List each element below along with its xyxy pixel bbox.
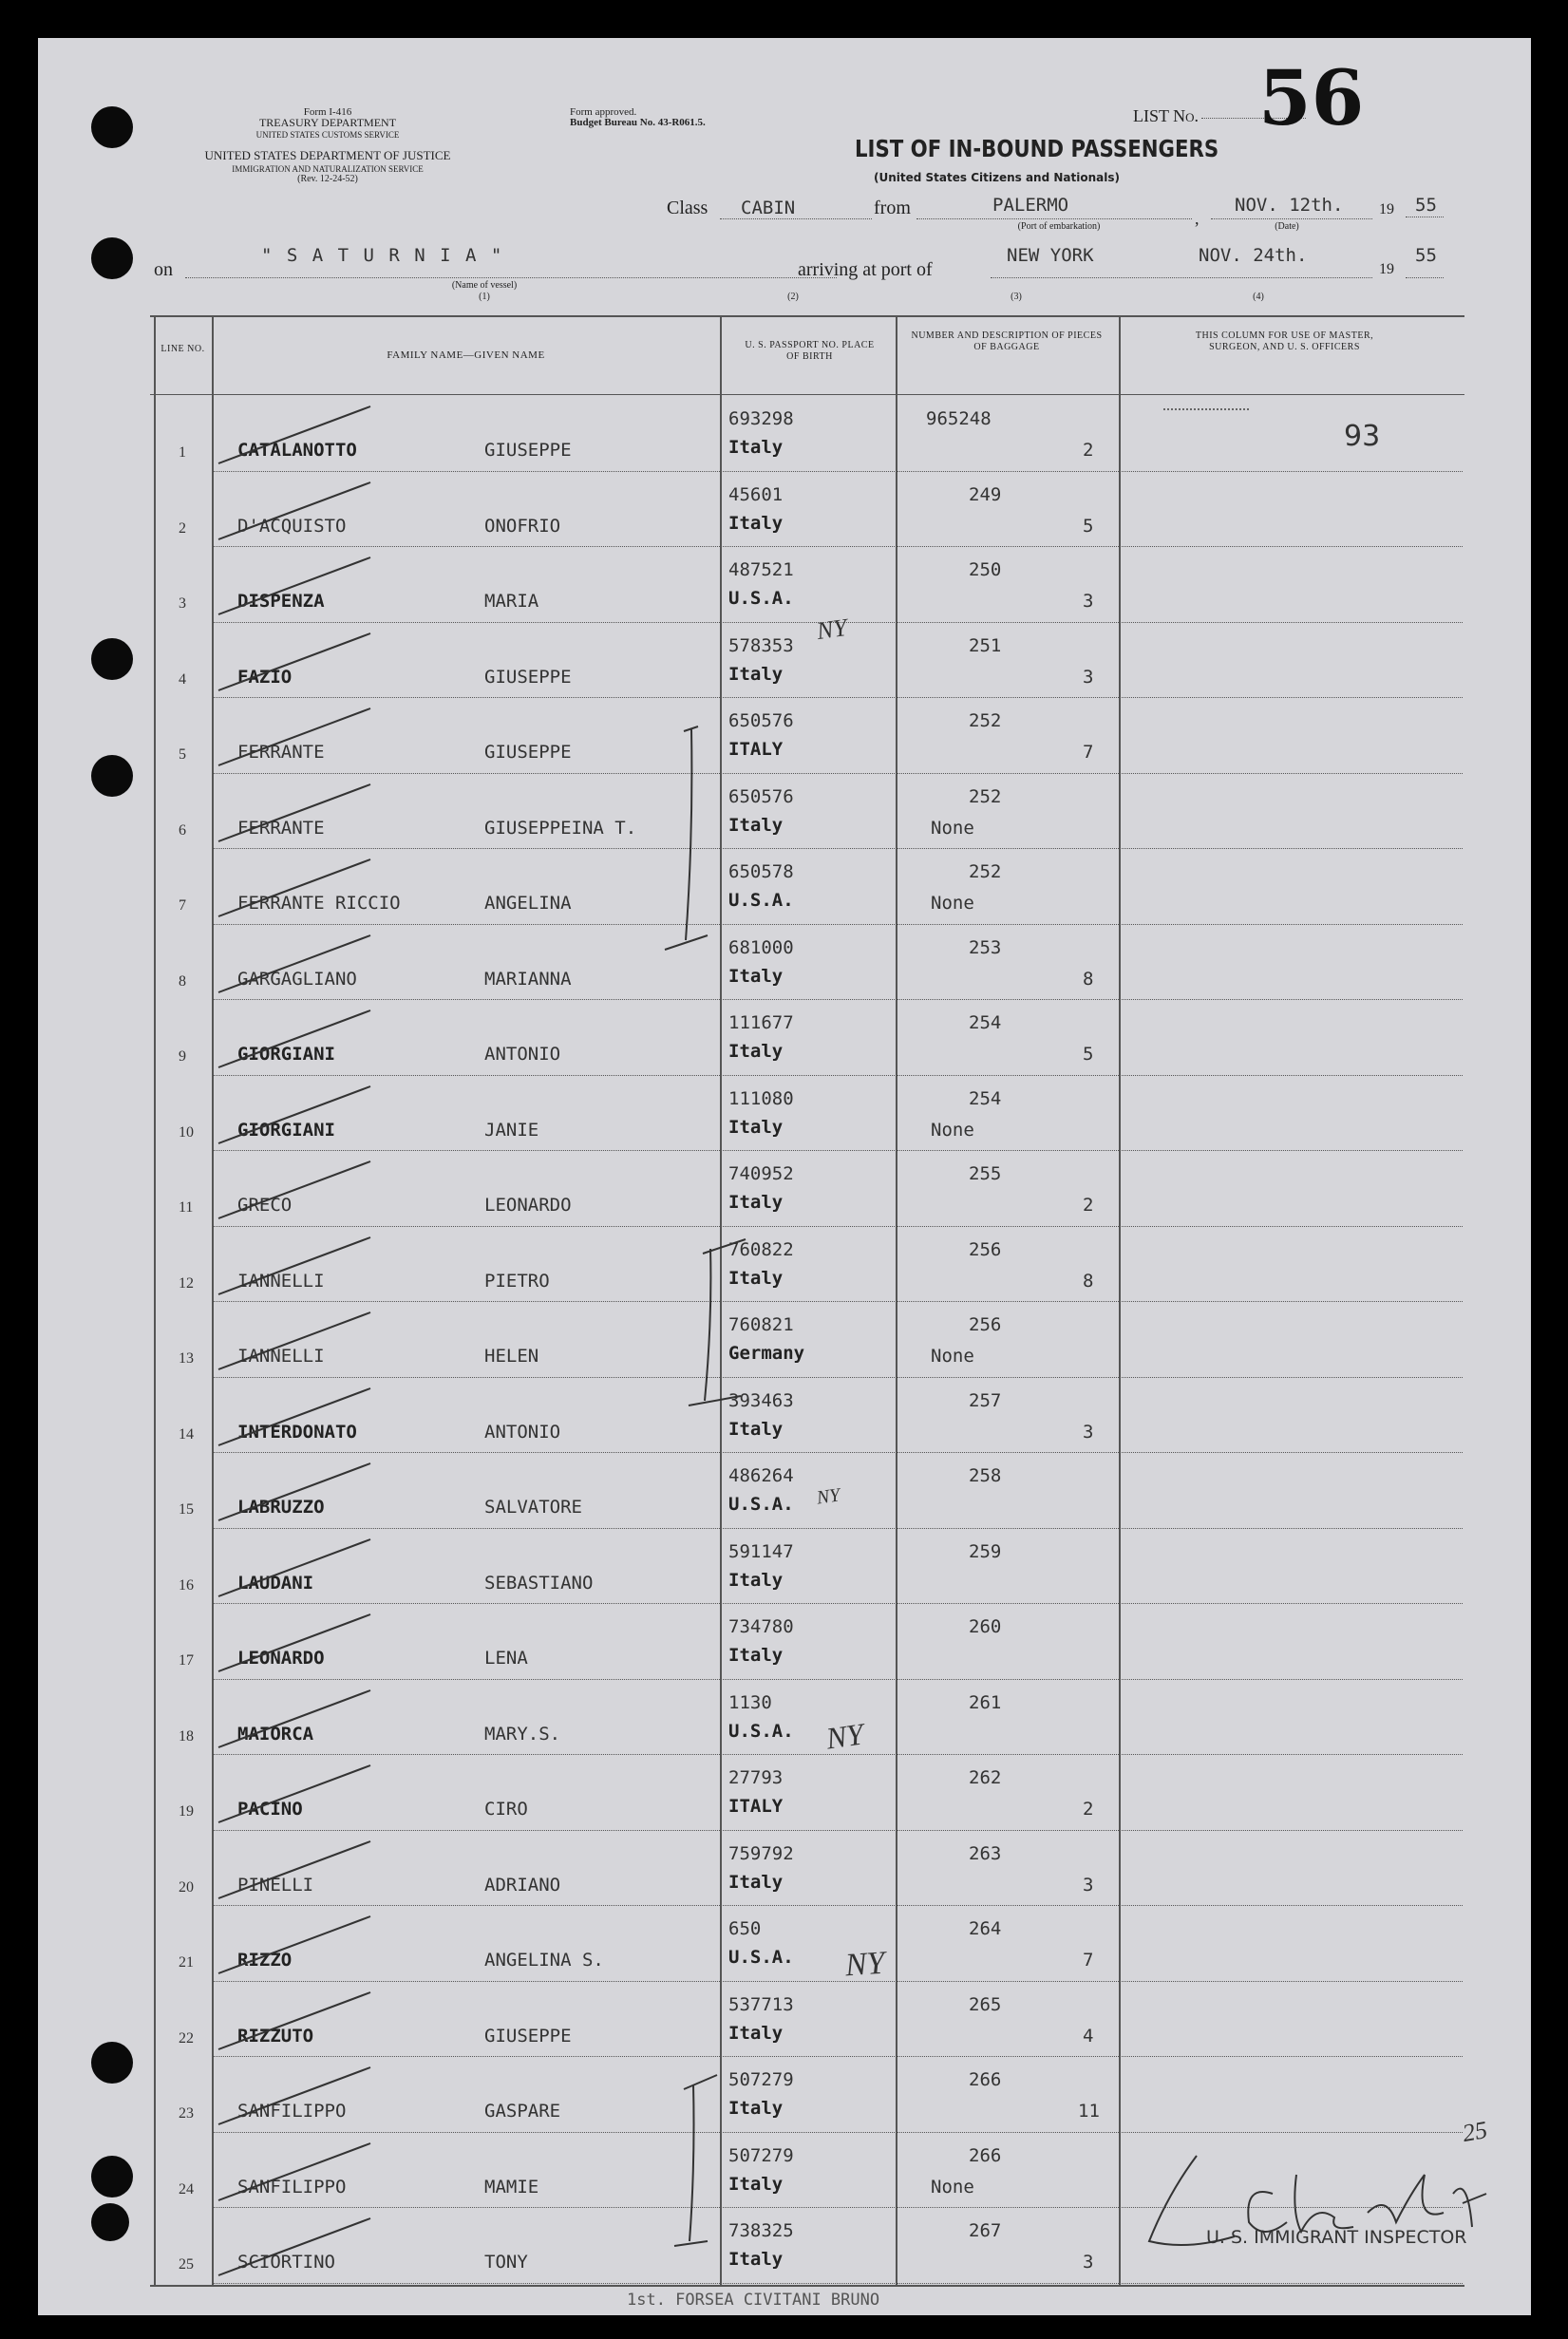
- line-number: 13: [179, 1350, 194, 1367]
- place-of-birth: Italy: [728, 1569, 784, 1591]
- family-name: PINELLI: [237, 1874, 314, 1896]
- list-label: LIST No.: [1133, 106, 1200, 125]
- place-of-birth: Italy: [728, 2098, 784, 2119]
- line-number: 2: [179, 519, 186, 537]
- ins-service: IMMIGRATION AND NATURALIZATION SERVICE: [232, 164, 424, 174]
- punch-hole: [91, 106, 133, 148]
- baggage-tag: 265: [969, 1993, 1002, 2015]
- family-name: DISPENZA: [237, 591, 325, 612]
- passport-number: 507279: [728, 2069, 794, 2090]
- check-mark-icon: [209, 704, 380, 770]
- baggage-tag: 249: [969, 483, 1002, 505]
- place-of-birth: Germany: [728, 1343, 805, 1364]
- given-name: GIUSEPPE: [484, 666, 572, 688]
- baggage-pieces: 3: [1083, 1421, 1094, 1443]
- baggage-tag: 258: [969, 1465, 1002, 1486]
- passport-number: 740952: [728, 1163, 794, 1184]
- row-dotted-line: [214, 1452, 1463, 1453]
- passport-number: 486264: [728, 1465, 794, 1486]
- given-name: MARIA: [484, 591, 539, 612]
- check-mark-icon: [209, 2139, 380, 2205]
- baggage-pieces: None: [931, 893, 974, 914]
- baggage-tag: 965248: [926, 408, 992, 429]
- comma: ,: [1195, 209, 1200, 228]
- passport-number: 760821: [728, 1314, 794, 1335]
- line-number: 14: [179, 1425, 194, 1443]
- given-name: ANTONIO: [484, 1044, 561, 1065]
- baggage-pieces: 3: [1083, 1874, 1094, 1896]
- place-of-birth: Italy: [728, 2022, 784, 2044]
- officer-mark: [1163, 408, 1249, 410]
- row-dotted-line: [214, 471, 1463, 472]
- passport-number: 693298: [728, 408, 794, 429]
- row-dotted-line: [214, 1981, 1463, 1982]
- row-dotted-line: [214, 2056, 1463, 2057]
- family-name: SANFILIPPO: [237, 2101, 347, 2122]
- line-number: 5: [179, 746, 186, 763]
- line-number: 6: [179, 821, 186, 839]
- line-number: 8: [179, 972, 186, 990]
- punch-hole: [91, 638, 133, 680]
- place-of-birth: Italy: [728, 1192, 784, 1213]
- line-number: 16: [179, 1576, 194, 1594]
- baggage-pieces: None: [931, 1346, 974, 1367]
- given-name: MAMIE: [484, 2176, 539, 2198]
- baggage-pieces: 2: [1083, 1799, 1094, 1820]
- family-name: LEONARDO: [237, 1648, 325, 1669]
- table-left-border: [154, 315, 156, 2287]
- table-header-border: [150, 394, 1464, 395]
- year-prefix: 19: [1379, 201, 1394, 217]
- row-dotted-line: [214, 1905, 1463, 1906]
- family-name: FERRANTE RICCIO: [237, 893, 401, 914]
- line-number: 19: [179, 1803, 194, 1820]
- header-passport: U. S. PASSPORT NO. PLACE OF BIRTH: [745, 340, 875, 362]
- place-of-birth: Italy: [728, 2173, 784, 2195]
- place-of-birth: U.S.A.: [728, 1494, 794, 1515]
- line-number: 1: [179, 444, 186, 461]
- budget-bureau: Budget Bureau No. 43-R061.5.: [570, 117, 706, 128]
- row-dotted-line: [214, 1830, 1463, 1831]
- baggage-pieces: 4: [1083, 2025, 1094, 2047]
- line-number: 15: [179, 1501, 194, 1518]
- baggage-pieces: 7: [1083, 1950, 1094, 1971]
- table-bottom-border: [150, 2285, 1464, 2287]
- row-dotted-line: [214, 999, 1463, 1000]
- table-top-border: [150, 315, 1464, 317]
- check-mark-icon: [209, 780, 380, 846]
- check-mark-icon: [209, 1233, 380, 1299]
- baggage-pieces: 8: [1083, 968, 1094, 990]
- from-label: from: [874, 198, 911, 218]
- place-of-birth: Italy: [728, 965, 784, 987]
- baggage-tag: 263: [969, 1842, 1002, 1864]
- line-number: 24: [179, 2180, 194, 2198]
- family-name: IANNELLI: [237, 1270, 325, 1292]
- family-name: INTERDONATO: [237, 1421, 357, 1443]
- baggage-pieces: 3: [1083, 591, 1094, 612]
- form-number: Form I-416: [303, 106, 352, 118]
- revision: (Rev. 12-24-52): [297, 174, 358, 184]
- place-of-birth: Italy: [728, 1267, 784, 1289]
- ny-mark-3: NY: [815, 613, 849, 646]
- col-marker-4: (4): [1253, 292, 1264, 302]
- given-name: JANIE: [484, 1119, 539, 1141]
- place-of-birth: ITALY: [728, 1796, 784, 1817]
- line-number: 21: [179, 1954, 194, 1971]
- family-name: CATALANOTTO: [237, 440, 357, 461]
- given-name: TONY: [484, 2252, 528, 2273]
- place-of-birth: Italy: [728, 1871, 784, 1893]
- baggage-tag: 260: [969, 1616, 1002, 1637]
- passport-number: 650576: [728, 710, 794, 731]
- baggage-pieces: None: [931, 1119, 974, 1141]
- punch-hole: [91, 2156, 133, 2198]
- baggage-tag: 252: [969, 785, 1002, 807]
- passport-number: 111677: [728, 1012, 794, 1033]
- check-mark-icon: [209, 2063, 380, 2129]
- passport-number: 738325: [728, 2220, 794, 2241]
- row-dotted-line: [214, 1301, 1463, 1302]
- family-name: PACINO: [237, 1799, 303, 1820]
- passport-number: 45601: [728, 483, 784, 505]
- arriving-label: arriving at port of: [798, 259, 933, 280]
- vessel-underline: [185, 277, 837, 278]
- class-value: CABIN: [741, 198, 796, 218]
- header-officers: THIS COLUMN FOR USE OF MASTER, SURGEON, AND U. S. OFFICERS: [1195, 330, 1374, 352]
- row-dotted-line: [214, 697, 1463, 698]
- col-marker-1: (1): [479, 292, 490, 302]
- place-of-birth: Italy: [728, 1645, 784, 1666]
- passport-number: 27793: [728, 1767, 784, 1788]
- passport-number: 537713: [728, 1993, 794, 2015]
- given-name: SEBASTIANO: [484, 1572, 594, 1594]
- baggage-tag: 256: [969, 1314, 1002, 1335]
- passport-number: 760822: [728, 1238, 794, 1260]
- line-number: 25: [179, 2256, 194, 2273]
- date-underline: [1211, 218, 1372, 219]
- baggage-pieces: 5: [1083, 515, 1094, 537]
- check-mark-icon: [209, 931, 380, 997]
- inspector-signature: [1130, 2137, 1529, 2279]
- baggage-tag: 266: [969, 2069, 1002, 2090]
- check-mark-icon: [209, 1686, 380, 1752]
- line-number: 11: [179, 1199, 194, 1216]
- header-baggage: NUMBER AND DESCRIPTION OF PIECES OF BAGGAGE: [911, 330, 1103, 352]
- bracket-mark-icon: [627, 2070, 760, 2260]
- family-name: FERRANTE: [237, 817, 325, 839]
- given-name: MARY.S.: [484, 1723, 561, 1745]
- vessel-name: " S A T U R N I A ": [261, 245, 504, 266]
- baggage-tag: 266: [969, 2144, 1002, 2166]
- row-dotted-line: [214, 1377, 1463, 1378]
- place-of-birth: ITALY: [728, 739, 784, 760]
- check-mark-icon: [209, 2214, 380, 2280]
- baggage-tag: 254: [969, 1012, 1002, 1033]
- baggage-pieces: 3: [1083, 666, 1094, 688]
- embark-year: 55: [1415, 195, 1437, 216]
- line-number: 9: [179, 1048, 186, 1065]
- given-name: ADRIANO: [484, 1874, 561, 1896]
- inspector-number: 25: [1460, 2115, 1490, 2148]
- given-name: MARIANNA: [484, 968, 572, 990]
- place-of-birth: Italy: [728, 512, 784, 534]
- place-of-birth: U.S.A.: [728, 890, 794, 911]
- row-dotted-line: [214, 2283, 1463, 2284]
- passport-number: 393463: [728, 1389, 794, 1411]
- place-of-birth: Italy: [728, 437, 784, 458]
- passport-number: 111080: [728, 1087, 794, 1109]
- line-number: 4: [179, 670, 186, 688]
- check-mark-icon: [209, 1535, 380, 1601]
- date-caption: (Date): [1275, 221, 1299, 232]
- place-of-birth: Italy: [728, 2249, 784, 2270]
- ny-mark-15: NY: [815, 1484, 841, 1509]
- row-dotted-line: [214, 546, 1463, 547]
- class-underline: [720, 218, 872, 219]
- row-dotted-line: [214, 1075, 1463, 1076]
- baggage-tag: 256: [969, 1238, 1002, 1260]
- given-name: SALVATORE: [484, 1497, 582, 1518]
- row-dotted-line: [214, 1150, 1463, 1151]
- on-label: on: [154, 259, 173, 280]
- place-of-birth: Italy: [728, 663, 784, 685]
- embark-date: NOV. 12th.: [1235, 195, 1344, 216]
- given-name: ONOFRIO: [484, 515, 561, 537]
- check-mark-icon: [209, 1157, 380, 1223]
- line-number: 22: [179, 2029, 194, 2047]
- given-name: GASPARE: [484, 2101, 561, 2122]
- family-name: D'ACQUISTO: [237, 515, 347, 537]
- check-mark-icon: [209, 855, 380, 921]
- line-number: 3: [179, 595, 186, 612]
- line-number: 17: [179, 1652, 194, 1669]
- baggage-pieces: None: [931, 2176, 974, 2198]
- baggage-pieces: 3: [1083, 2252, 1094, 2273]
- check-mark-icon: [209, 478, 380, 544]
- port-embarkation: PALERMO: [992, 195, 1069, 216]
- passport-number: 650578: [728, 861, 794, 882]
- inspector-title: U. S. IMMIGRANT INSPECTOR: [1206, 2227, 1467, 2248]
- punch-hole: [91, 2042, 133, 2084]
- officer-note: 93: [1344, 420, 1381, 453]
- bracket-mark-icon: [627, 722, 760, 969]
- baggage-tag: 251: [969, 634, 1002, 656]
- check-mark-icon: [209, 1988, 380, 2054]
- check-mark-icon: [209, 402, 380, 468]
- place-of-birth: U.S.A.: [728, 1947, 794, 1968]
- line-number: 23: [179, 2105, 194, 2122]
- check-mark-icon: [209, 1837, 380, 1903]
- given-name: ANGELINA: [484, 893, 572, 914]
- passport-number: 507279: [728, 2144, 794, 2166]
- baggage-tag: 267: [969, 2220, 1002, 2241]
- family-name: MAIORCA: [237, 1723, 314, 1745]
- family-name: GIORGIANI: [237, 1119, 335, 1141]
- justice-dept: UNITED STATES DEPARTMENT OF JUSTICE: [204, 148, 451, 162]
- ny-mark-21: NY: [843, 1945, 886, 1984]
- check-mark-icon: [209, 629, 380, 695]
- baggage-pieces: 8: [1083, 1270, 1094, 1292]
- check-mark-icon: [209, 553, 380, 619]
- bracket-mark-icon: [636, 1235, 769, 1424]
- line-number: 12: [179, 1274, 194, 1292]
- baggage-tag: 250: [969, 559, 1002, 580]
- check-mark-icon: [209, 1912, 380, 1978]
- baggage-tag: 252: [969, 861, 1002, 882]
- row-dotted-line: [214, 1603, 1463, 1604]
- given-name: GIUSEPPE: [484, 742, 572, 763]
- baggage-tag: 257: [969, 1389, 1002, 1411]
- given-name: GIUSEPPE: [484, 440, 572, 461]
- form-subtitle: (United States Citizens and Nationals): [874, 171, 1120, 184]
- line-number: 10: [179, 1123, 194, 1141]
- col-marker-3: (3): [1011, 292, 1022, 302]
- given-name: ANGELINA S.: [484, 1950, 604, 1971]
- arrival-date: NOV. 24th.: [1199, 245, 1308, 266]
- passport-number: 650576: [728, 785, 794, 807]
- baggage-pieces: 5: [1083, 1044, 1094, 1065]
- row-dotted-line: [214, 1226, 1463, 1227]
- family-name: RIZZUTO: [237, 2025, 314, 2047]
- given-name: PIETRO: [484, 1270, 550, 1292]
- passport-number: 591147: [728, 1540, 794, 1562]
- row-dotted-line: [214, 1679, 1463, 1680]
- family-name: GARGAGLIANO: [237, 968, 357, 990]
- check-mark-icon: [209, 1610, 380, 1676]
- line-number: 20: [179, 1878, 194, 1896]
- baggage-tag: 264: [969, 1918, 1002, 1939]
- from-underline: [916, 218, 1192, 219]
- punch-hole: [91, 2203, 129, 2241]
- arrival-port: NEW YORK: [1007, 245, 1094, 266]
- baggage-tag: 252: [969, 710, 1002, 731]
- given-name: GIUSEPPEINA T.: [484, 817, 637, 839]
- treasury-dept: TREASURY DEPARTMENT: [258, 116, 397, 129]
- ny-mark-18: NY: [823, 1716, 866, 1756]
- row-dotted-line: [214, 1528, 1463, 1529]
- passport-number: 487521: [728, 559, 794, 580]
- family-name: SANFILIPPO: [237, 2176, 347, 2198]
- passport-number: 1130: [728, 1691, 772, 1713]
- baggage-pieces: 7: [1083, 742, 1094, 763]
- baggage-tag: 261: [969, 1691, 1002, 1713]
- form-title: LIST OF IN-BOUND PASSENGERS: [855, 135, 1219, 162]
- given-name: GIUSEPPE: [484, 2025, 572, 2047]
- baggage-tag: 254: [969, 1087, 1002, 1109]
- place-of-birth: U.S.A.: [728, 588, 794, 609]
- family-name: LABRUZZO: [237, 1497, 325, 1518]
- row-dotted-line: [214, 924, 1463, 925]
- family-name: FAZIO: [237, 666, 293, 688]
- passport-number: 650: [728, 1918, 762, 1939]
- passport-number: 578353: [728, 634, 794, 656]
- punch-hole: [91, 755, 133, 797]
- check-mark-icon: [209, 1761, 380, 1827]
- col-marker-2: (2): [787, 292, 799, 302]
- arrival-year-prefix: 19: [1379, 261, 1394, 277]
- header-name: FAMILY NAME—GIVEN NAME: [387, 349, 545, 361]
- family-name: GRECO: [237, 1195, 293, 1216]
- baggage-pieces: None: [931, 817, 974, 839]
- place-of-birth: Italy: [728, 1041, 784, 1062]
- check-mark-icon: [209, 1459, 380, 1525]
- list-number: 56: [1258, 53, 1365, 142]
- family-name: LAUDANI: [237, 1572, 314, 1594]
- footer-note: 1st. FORSEA CIVITANI BRUNO: [627, 2291, 880, 2310]
- family-name: SCIORTINO: [237, 2252, 335, 2273]
- passport-number: 759792: [728, 1842, 794, 1864]
- baggage-tag: 255: [969, 1163, 1002, 1184]
- arrival-year: 55: [1415, 245, 1437, 266]
- place-of-birth: U.S.A.: [728, 1720, 794, 1742]
- row-dotted-line: [214, 2132, 1463, 2133]
- place-of-birth: Italy: [728, 1116, 784, 1138]
- place-of-birth: Italy: [728, 1418, 784, 1440]
- baggage-pieces: 2: [1083, 1195, 1094, 1216]
- passport-number: 681000: [728, 936, 794, 958]
- check-mark-icon: [209, 1006, 380, 1072]
- family-name: RIZZO: [237, 1950, 293, 1971]
- arrival-underline: [991, 277, 1372, 278]
- passport-number: 734780: [728, 1616, 794, 1637]
- check-mark-icon: [209, 1308, 380, 1374]
- punch-hole: [91, 237, 133, 279]
- vessel-caption: (Name of vessel): [451, 280, 518, 291]
- manifest-sheet: [38, 38, 1531, 2315]
- given-name: LEONARDO: [484, 1195, 572, 1216]
- header-line-no: LINE NO.: [161, 344, 205, 354]
- check-mark-icon: [209, 1384, 380, 1450]
- class-label: Class: [667, 198, 708, 218]
- form-approved: Form approved.: [570, 106, 637, 118]
- family-name: FERRANTE: [237, 742, 325, 763]
- given-name: LENA: [484, 1648, 528, 1669]
- port-embark-caption: (Port of embarkation): [1017, 221, 1101, 232]
- family-name: GIORGIANI: [237, 1044, 335, 1065]
- line-number: 18: [179, 1727, 194, 1745]
- line-number: 7: [179, 897, 186, 914]
- family-name: IANNELLI: [237, 1346, 325, 1367]
- given-name: CIRO: [484, 1799, 528, 1820]
- baggage-tag: 262: [969, 1767, 1002, 1788]
- baggage-pieces: 11: [1078, 2101, 1100, 2122]
- row-dotted-line: [214, 848, 1463, 849]
- baggage-tag: 253: [969, 936, 1002, 958]
- baggage-pieces: 2: [1083, 440, 1094, 461]
- given-name: ANTONIO: [484, 1421, 561, 1443]
- check-mark-icon: [209, 1082, 380, 1148]
- customs-service: UNITED STATES CUSTOMS SERVICE: [255, 130, 400, 140]
- given-name: HELEN: [484, 1346, 539, 1367]
- baggage-tag: 259: [969, 1540, 1002, 1562]
- row-dotted-line: [214, 773, 1463, 774]
- arrival-year-underline: [1406, 277, 1444, 278]
- place-of-birth: Italy: [728, 814, 784, 836]
